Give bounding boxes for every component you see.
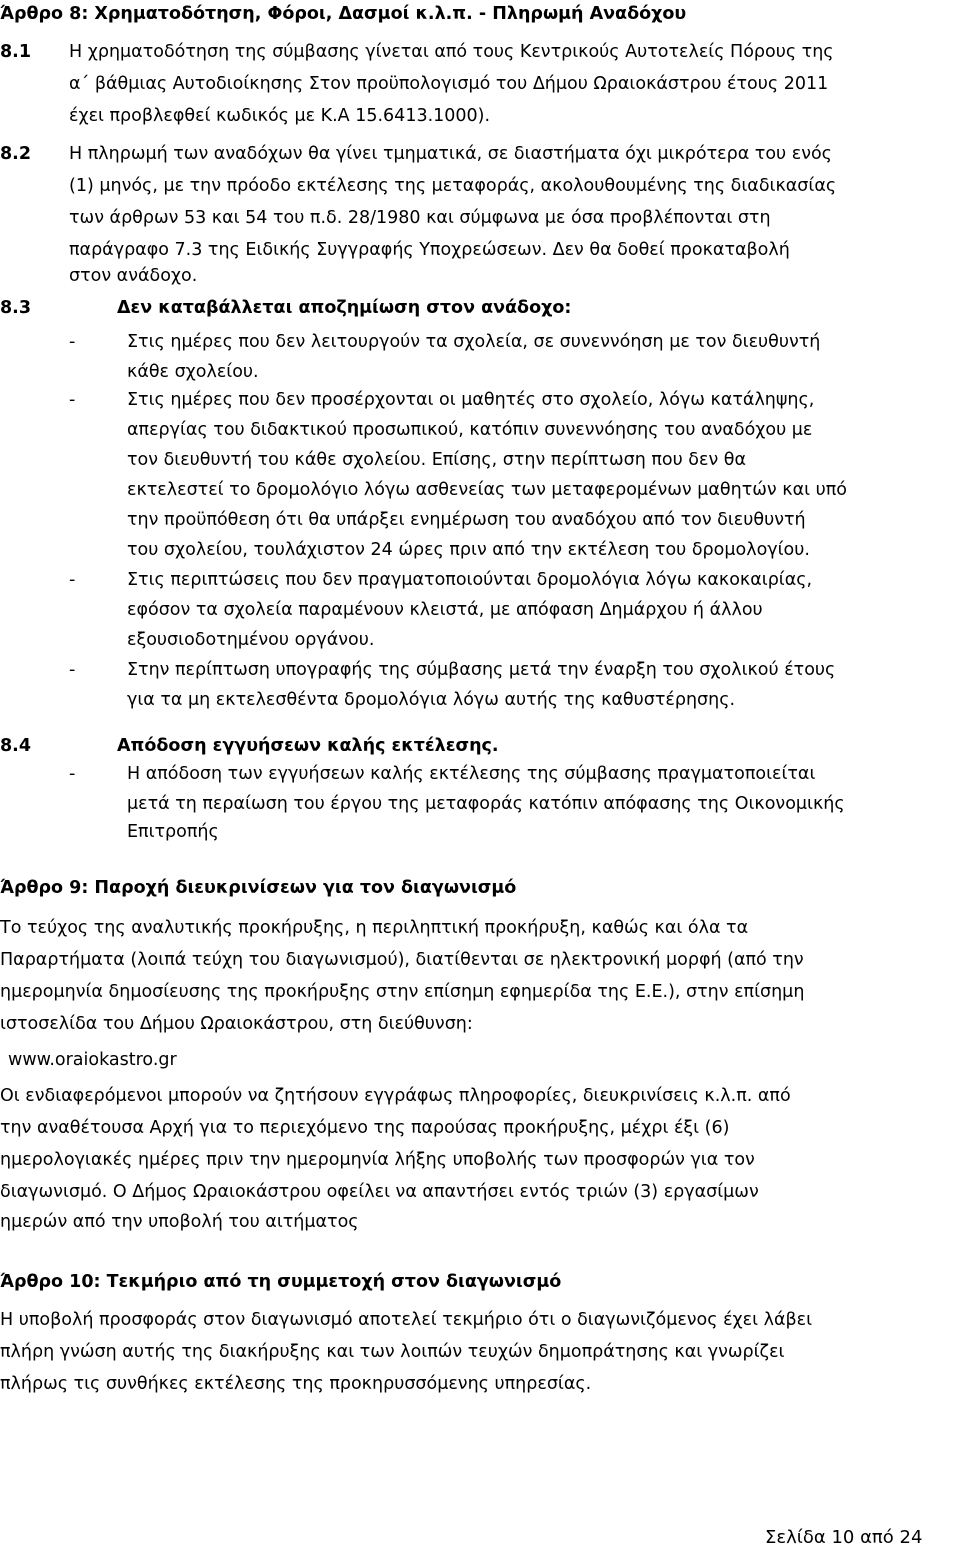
section-8-2-line: των άρθρων 53 και 54 του π.δ. 28/1980 και σύμφωνα με όσα προβλέπονται στη: [69, 208, 771, 228]
page-number: Σελίδα 10 από 24: [765, 1527, 923, 1548]
paragraph-line: Η υποβολή προσφοράς στον διαγωνισμό αποτελεί τεκμήριο ότι ο διαγωνιζόμενος έχει λάβει: [0, 1310, 813, 1330]
paragraph-line: Παραρτήματα (λοιπά τεύχη του διαγωνισμού), διατίθενται σε ηλεκτρονική μορφή (από την: [0, 950, 804, 970]
paragraph-line: ημερομηνία δημοσίευσης της προκήρυξης στην επίσημη εφημερίδα της Ε.Ε.), στην επίσημη: [0, 982, 805, 1002]
bullet-dash: -: [69, 660, 76, 680]
bullet-line: εξουσιοδοτημένου οργάνου.: [127, 630, 375, 650]
section-8-2-number: 8.2: [0, 144, 32, 164]
section-8-3-number: 8.3: [0, 298, 32, 318]
bullet-dash: -: [69, 570, 76, 590]
bullet-dash: -: [69, 390, 76, 410]
bullet-line: εφόσον τα σχολεία παραμένουν κλειστά, με απόφαση Δημάρχου ή άλλου: [127, 600, 763, 620]
bullet-dash: -: [69, 332, 76, 352]
bullet-line: Επιτροπής: [127, 822, 219, 842]
paragraph-line: πλήρως τις συνθήκες εκτέλεσης της προκηρυσσόμενης υπηρεσίας.: [0, 1374, 592, 1394]
section-8-2-line: (1) μηνός, με την πρόοδο εκτέλεσης της μεταφοράς, ακολουθουμένης της διαδικασίας: [69, 176, 837, 196]
bullet-line: Στις περιπτώσεις που δεν πραγματοποιούνται δρομολόγια λόγω κακοκαιρίας,: [127, 570, 813, 590]
bullet-line: απεργίας του διδακτικού προσωπικού, κατόπιν συνεννόησης του αναδόχου με: [127, 420, 813, 440]
section-8-2-line: παράγραφο 7.3 της Ειδικής Συγγραφής Υποχρεώσεων. Δεν θα δοθεί προκαταβολή: [69, 240, 790, 260]
paragraph-line: Το τεύχος της αναλυτικής προκήρυξης, η περιληπτική προκήρυξη, καθώς και όλα τα: [0, 918, 749, 938]
paragraph-line: ημερών από την υποβολή του αιτήματος: [0, 1212, 359, 1232]
paragraph-line: Οι ενδιαφερόμενοι μπορούν να ζητήσουν εγγράφως πληροφορίες, διευκρινίσεις κ.λ.π. από: [0, 1086, 791, 1106]
section-8-4-heading: Απόδοση εγγυήσεων καλής εκτέλεσης.: [117, 736, 499, 756]
section-8-4-number: 8.4: [0, 736, 32, 756]
bullet-line: την προϋπόθεση ότι θα υπάρξει ενημέρωση του αναδόχου από τον διευθυντή: [127, 510, 806, 530]
section-8-3-heading: Δεν καταβάλλεται αποζημίωση στον ανάδοχο:: [117, 298, 572, 318]
paragraph-line: την αναθέτουσα Αρχή για το περιεχόμενο της παρούσας προκήρυξης, μέχρι έξι (6): [0, 1118, 730, 1138]
bullet-line: εκτελεστεί το δρομολόγιο λόγω ασθενείας των μεταφερομένων μαθητών και υπό: [127, 480, 847, 500]
section-8-1-line: α΄ βάθμιας Αυτοδιοίκησης Στον προϋπολογισμό του Δήμου Ωραιοκάστρου έτους 2011: [69, 74, 829, 94]
bullet-dash: -: [69, 764, 76, 784]
bullet-line: Η απόδοση των εγγυήσεων καλής εκτέλεσης της σύμβασης πραγματοποιείται: [127, 764, 816, 784]
bullet-line: του σχολείου, τουλάχιστον 24 ώρες πριν από την εκτέλεση του δρομολογίου.: [127, 540, 810, 560]
bullet-line: τον διευθυντή του κάθε σχολείου. Επίσης, στην περίπτωση που δεν θα: [127, 450, 747, 470]
section-8-2-line: Η πληρωμή των αναδόχων θα γίνει τμηματικά, σε διαστήματα όχι μικρότερα του ενός: [69, 144, 832, 164]
article-8-title: Άρθρο 8: Χρηματοδότηση, Φόροι, Δασμοί κ.λ.π. - Πληρωμή Αναδόχου: [0, 4, 687, 24]
bullet-line: Στις ημέρες που δεν λειτουργούν τα σχολεία, σε συνεννόηση με τον διευθυντή: [127, 332, 821, 352]
paragraph-line: διαγωνισμό. Ο Δήμος Ωραιοκάστρου οφείλει να απαντήσει εντός τριών (3) εργασίμων: [0, 1182, 759, 1202]
bullet-line: για τα μη εκτελεσθέντα δρομολόγια λόγω αυτής της καθυστέρησης.: [127, 690, 736, 710]
bullet-line: Στην περίπτωση υπογραφής της σύμβασης μετά την έναρξη του σχολικού έτους: [127, 660, 836, 680]
bullet-line: μετά τη περαίωση του έργου της μεταφοράς κατόπιν απόφασης της Οικονομικής: [127, 794, 845, 814]
article-9-title: Άρθρο 9: Παροχή διευκρινίσεων για τον διαγωνισμό: [0, 878, 517, 898]
section-8-2-line: στον ανάδοχο.: [69, 266, 198, 286]
bullet-line: Στις ημέρες που δεν προσέρχονται οι μαθητές στο σχολείο, λόγω κατάληψης,: [127, 390, 815, 410]
website-link[interactable]: www.oraiokastro.gr: [8, 1050, 177, 1070]
paragraph-line: πλήρη γνώση αυτής της διακήρυξης και των λοιπών τευχών δημοπράτησης και γνωρίζει: [0, 1342, 785, 1362]
article-10-title: Άρθρο 10: Τεκμήριο από τη συμμετοχή στον διαγωνισμό: [0, 1272, 562, 1292]
section-8-1-line: έχει προβλεφθεί κωδικός με Κ.Α 15.6413.1000).: [69, 106, 491, 126]
bullet-line: κάθε σχολείου.: [127, 362, 259, 382]
section-8-1-number: 8.1: [0, 42, 32, 62]
paragraph-line: ημερολογιακές ημέρες πριν την ημερομηνία λήξης υποβολής των προσφορών για τον: [0, 1150, 755, 1170]
paragraph-line: ιστοσελίδα του Δήμου Ωραιοκάστρου, στη διεύθυνση:: [0, 1014, 473, 1034]
section-8-1-line: Η χρηματοδότηση της σύμβασης γίνεται από τους Κεντρικούς Αυτοτελείς Πόρους της: [69, 42, 834, 62]
